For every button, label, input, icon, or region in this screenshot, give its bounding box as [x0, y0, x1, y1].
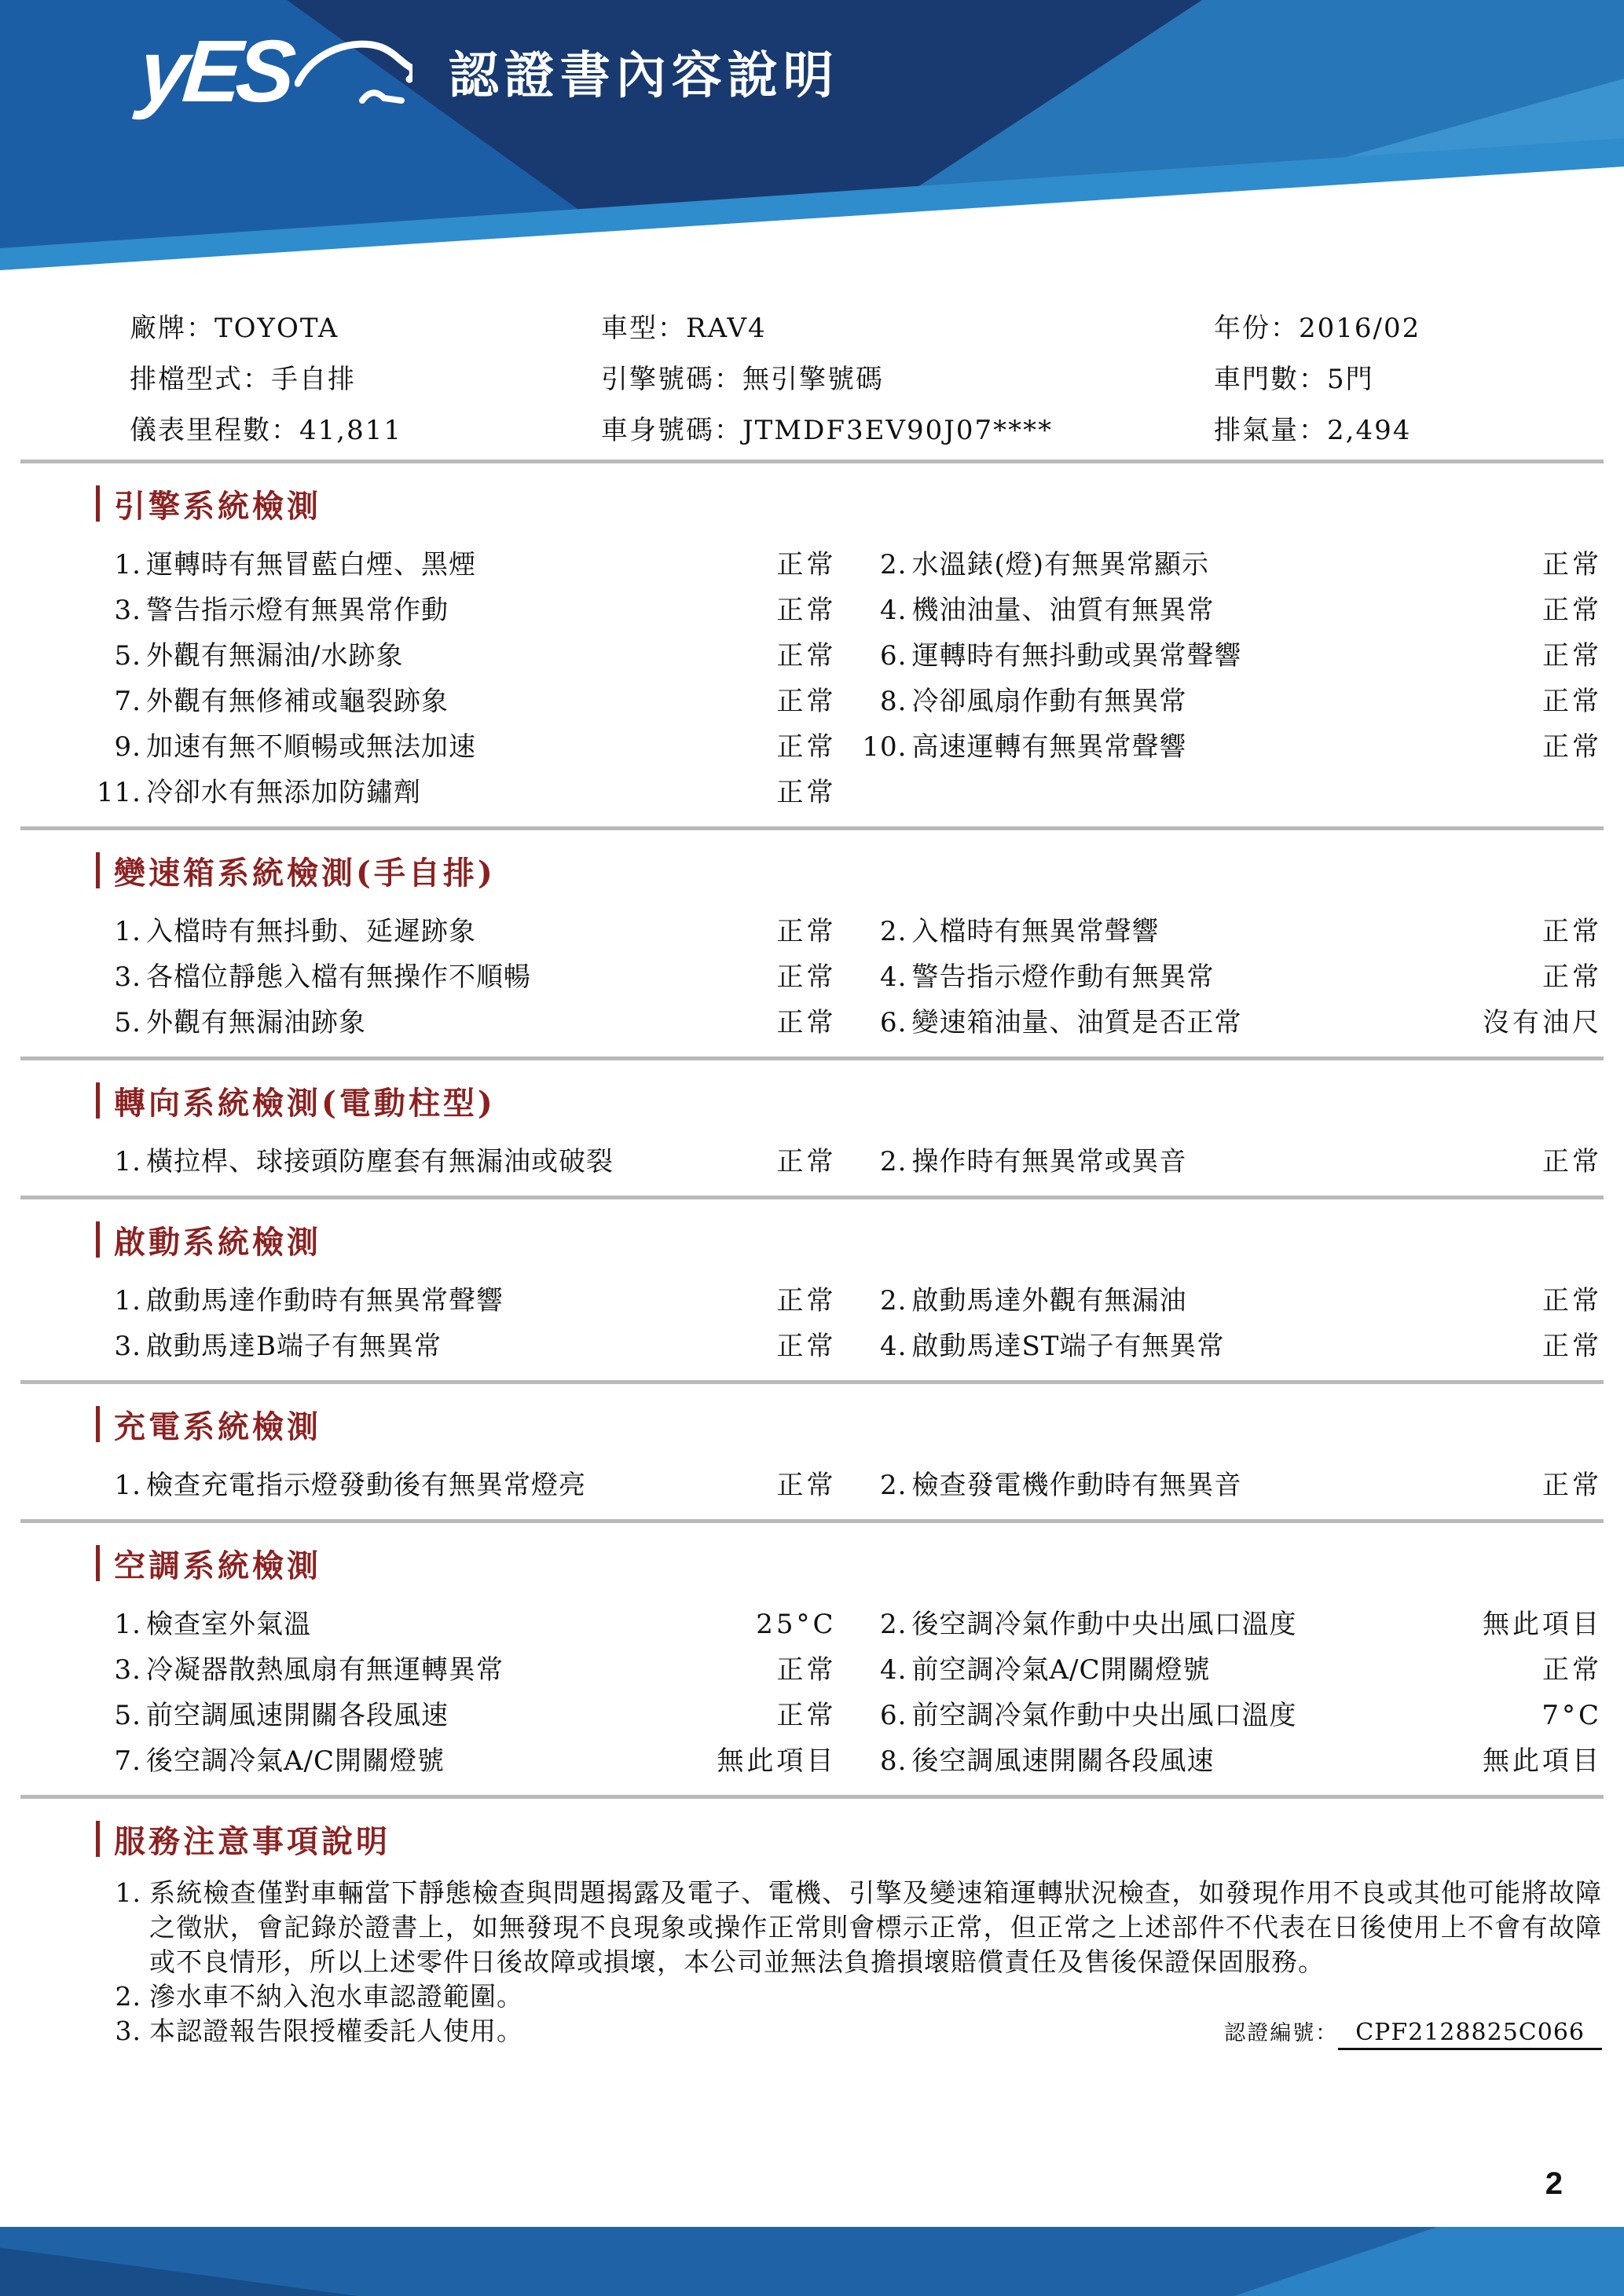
section-divider: [20, 1056, 1604, 1060]
item-label: 前空調冷氣A/C開關燈號: [911, 1653, 1211, 1686]
item-label: 前空調風速開關各段風速: [146, 1699, 449, 1731]
item-row: [96, 1459, 1602, 1505]
section-bar: [96, 852, 100, 888]
notes-header: [96, 1818, 1624, 1860]
check-item: [862, 679, 1603, 718]
item-result: 正常: [776, 685, 837, 717]
item-number: 8.: [880, 1745, 907, 1777]
check-item: [862, 588, 1603, 627]
item-label: 冷卻水有無添加防鏽劑: [146, 776, 421, 808]
item-number: 1.: [114, 548, 141, 580]
section-divider: [20, 1380, 1604, 1384]
section-bar: [96, 485, 100, 522]
section-title: 充電系統檢測: [114, 1408, 321, 1445]
section-bar: [96, 1082, 100, 1119]
section-0: [0, 482, 1624, 812]
item-number: 2.: [880, 548, 907, 580]
item-result: 正常: [1542, 1145, 1602, 1177]
item-number: 2.: [880, 1608, 907, 1640]
notes-section: [0, 1818, 1624, 2051]
section-items: [96, 1136, 1602, 1181]
item-result: 正常: [776, 1653, 837, 1686]
item-result: 正常: [1542, 1653, 1602, 1686]
item-result: 7°C: [1542, 1699, 1602, 1731]
item-number: 2.: [880, 1284, 907, 1316]
section-bar: [96, 1221, 100, 1258]
item-number: 9.: [114, 731, 141, 763]
check-item: [96, 543, 837, 581]
section-title: 引擎系統檢測: [114, 487, 321, 525]
page-number: 2: [1545, 2166, 1563, 2201]
item-number: 6.: [880, 1699, 907, 1731]
item-number: 3.: [114, 961, 141, 993]
section-title: 啟動系統檢測: [114, 1223, 321, 1261]
item-label: 檢查充電指示燈發動後有無異常燈亮: [146, 1469, 586, 1501]
section-divider: [20, 1519, 1604, 1523]
section-divider: [20, 1196, 1604, 1199]
item-result: 正常: [776, 776, 837, 808]
item-result: 無此項目: [717, 1745, 837, 1777]
item-label: 變速箱油量、油質是否正常: [911, 1006, 1242, 1038]
check-item: [96, 771, 837, 809]
item-number: 3.: [114, 1330, 141, 1362]
item-number: 5.: [114, 1006, 141, 1038]
item-label: 水溫錶(燈)有無異常顯示: [911, 548, 1210, 580]
item-number: 2.: [880, 915, 907, 947]
item-result: 正常: [776, 731, 837, 763]
item-label: 啟動馬達ST端子有無異常: [911, 1330, 1225, 1362]
item-row: [96, 721, 1602, 767]
item-result: 正常: [776, 1469, 837, 1501]
section-5: [0, 1542, 1624, 1781]
item-label: 啟動馬達B端子有無異常: [146, 1330, 442, 1362]
section-title: 變速箱系統檢測(手自排): [114, 854, 496, 892]
item-number: 4.: [880, 1653, 907, 1686]
item-label: 機油油量、油質有無異常: [911, 594, 1215, 626]
note-text: 本認證報告限授權委託人使用。: [149, 2016, 523, 2046]
check-item: [862, 1279, 1603, 1317]
item-number: 11.: [96, 776, 141, 808]
item-label: 加速有無不順暢或無法加速: [146, 731, 476, 763]
item-label: 檢查室外氣溫: [146, 1608, 311, 1640]
item-label: 運轉時有無冒藍白煙、黑煙: [146, 548, 476, 580]
item-label: 外觀有無漏油跡象: [146, 1006, 366, 1038]
check-item: [862, 1140, 1603, 1178]
note-item: [96, 1979, 1602, 2014]
item-result: 正常: [1542, 915, 1602, 947]
note-text: 滲水車不納入泡水車認證範圍。: [149, 1981, 523, 2012]
section-header: [96, 1403, 1624, 1445]
section-2: [0, 1079, 1624, 1181]
info-field: 廠牌：TOYOTA: [130, 313, 339, 344]
item-result: 正常: [776, 1145, 837, 1177]
item-label: 運轉時有無抖動或異常聲響: [911, 639, 1242, 672]
check-item: [862, 1694, 1603, 1732]
item-number: 1.: [114, 1469, 141, 1501]
item-result: 正常: [776, 548, 837, 580]
item-row: [96, 997, 1602, 1042]
item-number: 4.: [880, 961, 907, 993]
item-label: 各檔位靜態入檔有無操作不順暢: [146, 961, 531, 993]
item-row: [96, 951, 1602, 997]
item-number: 5.: [114, 639, 141, 672]
item-result: 正常: [776, 961, 837, 993]
check-item: [96, 1463, 837, 1502]
item-result: 正常: [1542, 1330, 1602, 1362]
section-bar: [96, 1821, 100, 1857]
item-number: 4.: [880, 1330, 907, 1362]
item-number: 1.: [114, 915, 141, 947]
check-item: [862, 1463, 1603, 1502]
item-result: 正常: [1542, 1469, 1602, 1501]
section-divider: [20, 1795, 1604, 1799]
check-item: [96, 1279, 837, 1317]
certificate-value: CPF2128825C066: [1338, 2019, 1602, 2050]
info-field: 車身號碼：JTMDF3EV90J07****: [601, 415, 1054, 446]
item-number: 10.: [862, 731, 907, 763]
item-number: 3.: [114, 1653, 141, 1686]
item-row: [96, 1690, 1602, 1735]
section-title: 空調系統檢測: [114, 1547, 321, 1584]
item-result: 正常: [776, 1284, 837, 1316]
check-item: [96, 910, 837, 948]
item-row: [96, 1598, 1602, 1644]
item-number: 5.: [114, 1699, 141, 1731]
item-row: [96, 1275, 1602, 1320]
item-row: [96, 1644, 1602, 1690]
info-field: 排檔型式：手自排: [130, 364, 356, 395]
item-result: 正常: [1542, 685, 1602, 717]
section-items: [96, 906, 1602, 1042]
section-bar: [96, 1545, 100, 1581]
check-item: [96, 1140, 837, 1178]
item-label: 外觀有無漏油/水跡象: [146, 639, 404, 672]
item-label: 後空調冷氣A/C開關燈號: [146, 1745, 445, 1777]
section-header: [96, 1079, 1624, 1122]
check-item: [862, 1739, 1603, 1778]
check-item: [96, 588, 837, 627]
item-number: 3.: [114, 594, 141, 626]
item-label: 前空調冷氣作動中央出風口溫度: [911, 1699, 1297, 1731]
item-result: 正常: [776, 1330, 837, 1362]
certificate-number: [1193, 2014, 1602, 2051]
check-item: [862, 634, 1603, 672]
section-divider: [20, 460, 1604, 463]
section-header: [96, 482, 1624, 525]
item-result: 無此項目: [1483, 1608, 1602, 1640]
item-label: 檢查發電機作動時有無異音: [911, 1469, 1242, 1501]
item-label: 操作時有無異常或異音: [911, 1145, 1187, 1177]
item-label: 入檔時有無抖動、延遲跡象: [146, 915, 476, 947]
check-item: [862, 725, 1603, 764]
certificate-label: 認證編號：: [1224, 2021, 1339, 2045]
check-item: [862, 1324, 1603, 1363]
car-outline-icon: [295, 35, 412, 116]
check-item: [96, 1739, 837, 1778]
page-header: [0, 0, 1624, 271]
page-title: 認證書內容說明: [448, 47, 839, 104]
item-label: 冷凝器散熱風扇有無運轉異常: [146, 1653, 504, 1686]
check-item: [96, 1694, 837, 1732]
note-number: 1.: [115, 1877, 141, 1908]
check-item: [96, 1001, 837, 1039]
section-header: [96, 849, 1624, 892]
item-result: 正常: [1542, 731, 1602, 763]
check-item: [862, 1648, 1603, 1686]
check-item: [96, 1324, 837, 1363]
item-result: 正常: [1542, 1284, 1602, 1316]
item-number: 1.: [114, 1608, 141, 1640]
note-number: 2.: [115, 1981, 141, 2012]
item-row: [96, 1735, 1602, 1781]
info-field: 儀表里程數：41,811: [130, 415, 402, 446]
info-field: 年份：2016/02: [1214, 313, 1421, 344]
info-field: 排氣量：2,494: [1214, 415, 1412, 446]
item-number: 4.: [880, 594, 907, 626]
item-row: [96, 1320, 1602, 1366]
item-number: 7.: [114, 685, 141, 717]
item-row: [96, 767, 1602, 812]
check-item: [862, 1001, 1603, 1039]
item-number: 6.: [880, 1006, 907, 1038]
item-label: 高速運轉有無異常聲響: [911, 731, 1187, 763]
item-label: 橫拉桿、球接頭防塵套有無漏油或破裂: [146, 1145, 614, 1177]
yes-logo: yES: [135, 22, 295, 120]
item-number: 1.: [114, 1284, 141, 1316]
item-row: [96, 584, 1602, 630]
section-title: 轉向系統檢測(電動柱型): [114, 1084, 496, 1122]
note-number: 3.: [115, 2016, 141, 2046]
info-field: 車型：RAV4: [601, 313, 767, 344]
section-header: [96, 1542, 1624, 1584]
sections: [0, 460, 1624, 1799]
item-result: 正常: [776, 1006, 837, 1038]
check-item: [96, 1602, 837, 1641]
item-label: 警告指示燈作動有無異常: [911, 961, 1215, 993]
brand: [135, 22, 839, 120]
item-row: [96, 1136, 1602, 1181]
check-item: [96, 634, 837, 672]
check-item: [862, 543, 1603, 581]
notes-list: [96, 1876, 1602, 2051]
section-header: [96, 1218, 1624, 1261]
item-number: 2.: [880, 1469, 907, 1501]
item-label: 後空調冷氣作動中央出風口溫度: [911, 1608, 1297, 1640]
item-label: 啟動馬達外觀有無漏油: [911, 1284, 1187, 1316]
item-row: [96, 906, 1602, 951]
section-items: [96, 1459, 1602, 1505]
info-field: 車門數：5門: [1214, 364, 1374, 395]
item-result: 正常: [1542, 961, 1602, 993]
check-item: [862, 910, 1603, 948]
item-result: 沒有油尺: [1483, 1006, 1602, 1038]
check-item: [96, 955, 837, 994]
item-label: 外觀有無修補或龜裂跡象: [146, 685, 449, 717]
notes-title: 服務注意事項說明: [114, 1822, 390, 1860]
item-result: 正常: [1542, 548, 1602, 580]
section-divider: [20, 826, 1604, 830]
item-result: 正常: [776, 915, 837, 947]
item-number: 6.: [880, 639, 907, 672]
item-number: 2.: [880, 1145, 907, 1177]
section-items: [96, 1598, 1602, 1781]
item-result: 25°C: [756, 1608, 837, 1640]
check-item: [862, 1602, 1603, 1641]
item-result: 正常: [776, 1699, 837, 1731]
item-number: 7.: [114, 1745, 141, 1777]
section-bar: [96, 1406, 100, 1442]
item-result: 正常: [776, 639, 837, 672]
check-item: [96, 679, 837, 718]
item-result: 正常: [776, 594, 837, 626]
note-item: [96, 2014, 1602, 2051]
info-field: 引擎號碼：無引擎號碼: [601, 364, 884, 395]
item-label: 入檔時有無異常聲響: [911, 915, 1160, 947]
item-number: 1.: [114, 1145, 141, 1177]
note-item: [96, 1876, 1602, 1979]
note-text: 系統檢查僅對車輛當下靜態檢查與問題揭露及電子、電機、引擎及變速箱運轉狀況檢查，如發現作用不良或其他可能將故障之徵狀，會記錄於證書上，如無發現不良現象或操作正常則會標示正常，但正常之上述部件不代表在日後使用上不會有故障或不良情形，所以上述零件日後故障或損壞，本公司並無法負擔損壞賠償責任及售後保證保固服務。: [149, 1877, 1602, 1977]
check-item: [862, 955, 1603, 994]
item-result: 無此項目: [1483, 1745, 1602, 1777]
section-3: [0, 1218, 1624, 1366]
item-label: 啟動馬達作動時有無異常聲響: [146, 1284, 504, 1316]
item-label: 警告指示燈有無異常作動: [146, 594, 449, 626]
section-items: [96, 1275, 1602, 1366]
item-label: 後空調風速開關各段風速: [911, 1745, 1215, 1777]
item-number: 8.: [880, 685, 907, 717]
item-row: [96, 539, 1602, 584]
check-item: [96, 725, 837, 764]
item-label: 冷卻風扇作動有無異常: [911, 685, 1187, 717]
section-1: [0, 849, 1624, 1042]
item-result: 正常: [1542, 594, 1602, 626]
item-row: [96, 630, 1602, 676]
check-item: [96, 1648, 837, 1686]
item-result: 正常: [1542, 639, 1602, 672]
vehicle-info: [130, 306, 1602, 447]
page-footer: [0, 2227, 1624, 2296]
section-4: [0, 1403, 1624, 1505]
item-row: [96, 676, 1602, 721]
section-items: [96, 539, 1602, 812]
